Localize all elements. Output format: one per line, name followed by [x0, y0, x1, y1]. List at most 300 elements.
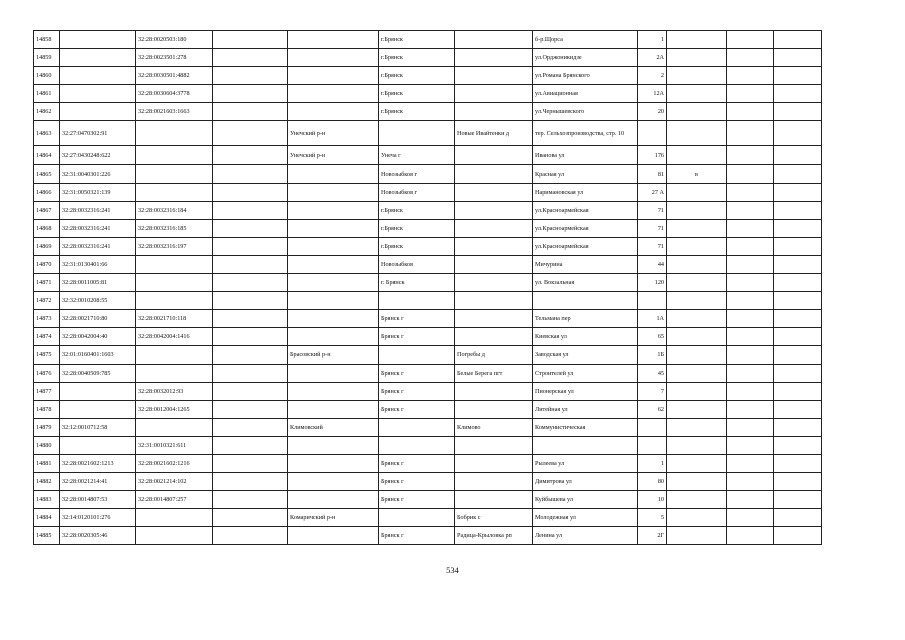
street-cell: ул. Вокзальная [533, 274, 638, 292]
table-row [34, 183, 822, 201]
locality-cell: Бобрик с [455, 509, 533, 527]
col-11-cell [727, 328, 774, 346]
col-4-cell [213, 103, 288, 121]
col-11-cell [727, 527, 774, 545]
col-12-cell [774, 400, 822, 418]
cadastral-object-cell: 32:28:0020503:180 [136, 31, 213, 49]
building-letter-cell [667, 31, 727, 49]
district-cell [288, 49, 379, 67]
city-cell: Брянск г [379, 473, 455, 491]
cadastral-parcel-cell: 32:27:0470302:91 [60, 121, 136, 146]
locality-cell [455, 201, 533, 219]
cadastral-object-cell [136, 509, 213, 527]
district-cell [288, 473, 379, 491]
col-12-cell [774, 527, 822, 545]
city-cell: г.Брянск [379, 31, 455, 49]
locality-cell: Белые Берега пгт [455, 364, 533, 382]
city-cell: Новозыбков [379, 255, 455, 273]
house-number-cell: 71 [638, 201, 667, 219]
cadastral-object-cell: 32:28:0021602:1216 [136, 454, 213, 472]
city-cell: Новозыбков г [379, 165, 455, 183]
house-number-cell: 80 [638, 473, 667, 491]
cadastral-object-cell [136, 292, 213, 310]
cadastral-parcel-cell [60, 67, 136, 85]
building-letter-cell [667, 310, 727, 328]
row-number-cell: 14864 [34, 146, 60, 165]
locality-cell [455, 292, 533, 310]
table-row [34, 237, 822, 255]
street-cell: ул.Красноармейская [533, 237, 638, 255]
house-number-cell: 10 [638, 491, 667, 509]
street-cell: Ленина ул [533, 527, 638, 545]
city-cell: Унеча г [379, 146, 455, 165]
locality-cell [455, 328, 533, 346]
cadastral-parcel-cell [60, 31, 136, 49]
col-4-cell [213, 201, 288, 219]
col-4-cell [213, 436, 288, 454]
locality-cell [455, 103, 533, 121]
col-11-cell [727, 201, 774, 219]
building-letter-cell [667, 201, 727, 219]
city-cell [379, 418, 455, 436]
building-letter-cell [667, 454, 727, 472]
col-11-cell [727, 103, 774, 121]
col-12-cell [774, 103, 822, 121]
table-row [34, 219, 822, 237]
building-letter-cell [667, 346, 727, 364]
cadastral-parcel-cell: 32:31:0040301:226 [60, 165, 136, 183]
building-letter-cell [667, 527, 727, 545]
locality-cell [455, 85, 533, 103]
building-letter-cell [667, 400, 727, 418]
locality-cell [455, 400, 533, 418]
col-4-cell [213, 165, 288, 183]
col-12-cell [774, 85, 822, 103]
table-row [34, 527, 822, 545]
district-cell [288, 165, 379, 183]
row-number-cell: 14870 [34, 255, 60, 273]
row-number-cell: 14878 [34, 400, 60, 418]
house-number-cell: 2 [638, 67, 667, 85]
cadastral-parcel-cell: 32:28:0042004:40 [60, 328, 136, 346]
col-4-cell [213, 310, 288, 328]
locality-cell [455, 491, 533, 509]
col-12-cell [774, 436, 822, 454]
locality-cell [455, 67, 533, 85]
col-4-cell [213, 292, 288, 310]
page-number: 534 [446, 565, 459, 575]
street-cell: Куйбышева ул [533, 491, 638, 509]
cadastral-object-cell: 32:28:0032012:93 [136, 382, 213, 400]
district-cell [288, 382, 379, 400]
col-12-cell [774, 454, 822, 472]
locality-cell [455, 219, 533, 237]
col-4-cell [213, 85, 288, 103]
col-12-cell [774, 121, 822, 146]
col-12-cell [774, 473, 822, 491]
col-11-cell [727, 509, 774, 527]
city-cell: Брянск г [379, 491, 455, 509]
district-cell [288, 364, 379, 382]
col-11-cell [727, 346, 774, 364]
col-11-cell [727, 418, 774, 436]
house-number-cell: 20 [638, 103, 667, 121]
building-letter-cell [667, 121, 727, 146]
row-number-cell: 14860 [34, 67, 60, 85]
district-cell [288, 310, 379, 328]
building-letter-cell [667, 85, 727, 103]
cadastral-object-cell [136, 418, 213, 436]
street-cell: Киевская ул [533, 328, 638, 346]
col-4-cell [213, 274, 288, 292]
row-number-cell: 14883 [34, 491, 60, 509]
street-cell: Иванова ул [533, 146, 638, 165]
table-row [34, 310, 822, 328]
city-cell: г.Брянск [379, 237, 455, 255]
city-cell: г.Брянск [379, 85, 455, 103]
cadastral-parcel-cell: 32:28:0021710:80 [60, 310, 136, 328]
locality-cell: Радица-Крыловка рп [455, 527, 533, 545]
col-11-cell [727, 436, 774, 454]
cadastral-object-cell [136, 183, 213, 201]
district-cell [288, 255, 379, 273]
col-4-cell [213, 49, 288, 67]
cadastral-object-cell [136, 346, 213, 364]
locality-cell [455, 382, 533, 400]
cadastral-parcel-cell: 32:28:0021214:41 [60, 473, 136, 491]
street-cell: ул.Красноармейская [533, 219, 638, 237]
cadastral-object-cell: 32:28:0012004:1265 [136, 400, 213, 418]
col-11-cell [727, 49, 774, 67]
street-cell: Заводская ул [533, 346, 638, 364]
cadastral-parcel-cell: 32:31:0130401:66 [60, 255, 136, 273]
col-4-cell [213, 400, 288, 418]
building-letter-cell [667, 328, 727, 346]
col-12-cell [774, 509, 822, 527]
col-4-cell [213, 328, 288, 346]
building-letter-cell [667, 364, 727, 382]
street-cell: Наримановская ул [533, 183, 638, 201]
street-cell: б-р.Щорса [533, 31, 638, 49]
cadastral-parcel-cell: 32:28:0040509:785 [60, 364, 136, 382]
city-cell: Новозыбков г [379, 183, 455, 201]
cadastral-object-cell: 32:28:0021214:102 [136, 473, 213, 491]
row-number-cell: 14880 [34, 436, 60, 454]
district-cell [288, 201, 379, 219]
district-cell [288, 219, 379, 237]
building-letter-cell [667, 473, 727, 491]
street-cell: тер. Сельхозпроизводства, стр. 10 [533, 121, 638, 146]
table-row [34, 491, 822, 509]
col-11-cell [727, 364, 774, 382]
row-number-cell: 14872 [34, 292, 60, 310]
col-12-cell [774, 328, 822, 346]
row-number-cell: 14876 [34, 364, 60, 382]
locality-cell: Новые Ивайтенки д [455, 121, 533, 146]
cadastral-object-cell [136, 146, 213, 165]
col-12-cell [774, 165, 822, 183]
city-cell: г. Брянск [379, 274, 455, 292]
cadastral-object-cell: 32:28:0021710:118 [136, 310, 213, 328]
cadastral-object-cell [136, 255, 213, 273]
col-12-cell [774, 382, 822, 400]
col-4-cell [213, 527, 288, 545]
table-row [34, 201, 822, 219]
street-cell: Красная ул [533, 165, 638, 183]
col-4-cell [213, 364, 288, 382]
street-cell [533, 292, 638, 310]
col-11-cell [727, 219, 774, 237]
district-cell [288, 328, 379, 346]
row-number-cell: 14873 [34, 310, 60, 328]
city-cell: г.Брянск [379, 67, 455, 85]
street-cell: ул.Романа Брянского [533, 67, 638, 85]
house-number-cell: 62 [638, 400, 667, 418]
cadastral-object-cell: 32:28:0032316:197 [136, 237, 213, 255]
city-cell [379, 436, 455, 454]
row-number-cell: 14862 [34, 103, 60, 121]
building-letter-cell: в [667, 165, 727, 183]
cadastral-object-cell: 32:28:0030604:3778 [136, 85, 213, 103]
district-cell: Унечский р-н [288, 146, 379, 165]
cadastral-parcel-cell: 32:28:0020305:46 [60, 527, 136, 545]
house-number-cell: 176 [638, 146, 667, 165]
cadastral-parcel-cell: 32:28:0032316:241 [60, 219, 136, 237]
col-4-cell [213, 183, 288, 201]
district-cell [288, 292, 379, 310]
city-cell: г.Брянск [379, 103, 455, 121]
street-cell: ул.Орджоникидзе [533, 49, 638, 67]
table-row [34, 364, 822, 382]
row-number-cell: 14874 [34, 328, 60, 346]
table-row [34, 436, 822, 454]
table-row [34, 346, 822, 364]
col-11-cell [727, 165, 774, 183]
col-11-cell [727, 400, 774, 418]
col-12-cell [774, 219, 822, 237]
col-4-cell [213, 346, 288, 364]
district-cell [288, 85, 379, 103]
col-11-cell [727, 255, 774, 273]
house-number-cell: 27 А [638, 183, 667, 201]
row-number-cell: 14879 [34, 418, 60, 436]
house-number-cell: 1 [638, 31, 667, 49]
cadastral-parcel-cell [60, 103, 136, 121]
col-4-cell [213, 454, 288, 472]
building-letter-cell [667, 255, 727, 273]
district-cell: Комаричский р-н [288, 509, 379, 527]
city-cell: Брянск г [379, 364, 455, 382]
district-cell [288, 491, 379, 509]
table-row [34, 418, 822, 436]
col-12-cell [774, 274, 822, 292]
col-12-cell [774, 49, 822, 67]
building-letter-cell [667, 292, 727, 310]
row-number-cell: 14881 [34, 454, 60, 472]
district-cell [288, 31, 379, 49]
cadastral-parcel-cell: 32:31:0050321:139 [60, 183, 136, 201]
building-letter-cell [667, 67, 727, 85]
col-11-cell [727, 237, 774, 255]
col-12-cell [774, 346, 822, 364]
table-row [34, 67, 822, 85]
cadastral-parcel-cell: 32:12:0010712:58 [60, 418, 136, 436]
cadastral-object-cell: 32:28:0032316:184 [136, 201, 213, 219]
city-cell: Брянск г [379, 400, 455, 418]
cadastral-object-cell: 32:28:0032316:185 [136, 219, 213, 237]
district-cell: Климовский [288, 418, 379, 436]
cadastral-object-cell: 32:28:0023501:278 [136, 49, 213, 67]
street-cell: ул.Красноармейская [533, 201, 638, 219]
locality-cell [455, 310, 533, 328]
row-number-cell: 14858 [34, 31, 60, 49]
col-11-cell [727, 183, 774, 201]
cadastral-object-cell: 32:28:0042004:1416 [136, 328, 213, 346]
house-number-cell [638, 292, 667, 310]
col-4-cell [213, 219, 288, 237]
house-number-cell: 71 [638, 219, 667, 237]
col-4-cell [213, 418, 288, 436]
district-cell [288, 237, 379, 255]
house-number-cell: 5 [638, 509, 667, 527]
street-cell: Строителей ул [533, 364, 638, 382]
col-11-cell [727, 310, 774, 328]
property-register-table [33, 30, 822, 545]
col-4-cell [213, 146, 288, 165]
house-number-cell: 81 [638, 165, 667, 183]
cadastral-object-cell [136, 274, 213, 292]
house-number-cell [638, 418, 667, 436]
row-number-cell: 14869 [34, 237, 60, 255]
cadastral-parcel-cell: 32:14:0120101:276 [60, 509, 136, 527]
col-12-cell [774, 292, 822, 310]
col-11-cell [727, 85, 774, 103]
table-row [34, 85, 822, 103]
table-row [34, 473, 822, 491]
city-cell [379, 292, 455, 310]
house-number-cell: 65 [638, 328, 667, 346]
row-number-cell: 14877 [34, 382, 60, 400]
locality-cell: Климово [455, 418, 533, 436]
city-cell: Брянск г [379, 454, 455, 472]
col-11-cell [727, 31, 774, 49]
district-cell [288, 183, 379, 201]
district-cell [288, 454, 379, 472]
street-cell: ул.Чернышевского [533, 103, 638, 121]
city-cell [379, 121, 455, 146]
cadastral-parcel-cell: 32:28:0032316:241 [60, 201, 136, 219]
cadastral-parcel-cell: 32:32:0010208:55 [60, 292, 136, 310]
row-number-cell: 14875 [34, 346, 60, 364]
table-body [34, 31, 822, 545]
building-letter-cell [667, 436, 727, 454]
table-row [34, 31, 822, 49]
house-number-cell: 1А [638, 310, 667, 328]
table-row [34, 146, 822, 165]
city-cell: Брянск г [379, 527, 455, 545]
district-cell: Брасовский р-н [288, 346, 379, 364]
col-12-cell [774, 364, 822, 382]
cadastral-object-cell [136, 165, 213, 183]
district-cell [288, 67, 379, 85]
row-number-cell: 14871 [34, 274, 60, 292]
city-cell [379, 509, 455, 527]
cadastral-parcel-cell: 32:28:0014807:53 [60, 491, 136, 509]
cadastral-parcel-cell [60, 49, 136, 67]
col-4-cell [213, 509, 288, 527]
table-row [34, 103, 822, 121]
street-cell: Димитрова ул [533, 473, 638, 491]
col-4-cell [213, 121, 288, 146]
cadastral-object-cell: 32:28:0021603:1663 [136, 103, 213, 121]
table-row [34, 255, 822, 273]
cadastral-object-cell: 32:28:0014807:257 [136, 491, 213, 509]
house-number-cell: 120 [638, 274, 667, 292]
col-12-cell [774, 146, 822, 165]
table-row [34, 165, 822, 183]
street-cell: Пионерская ул [533, 382, 638, 400]
city-cell: г.Брянск [379, 219, 455, 237]
col-12-cell [774, 255, 822, 273]
house-number-cell: 7 [638, 382, 667, 400]
city-cell [379, 346, 455, 364]
col-4-cell [213, 67, 288, 85]
col-4-cell [213, 237, 288, 255]
cadastral-object-cell: 32:31:0010321:611 [136, 436, 213, 454]
locality-cell: Погребы д [455, 346, 533, 364]
col-4-cell [213, 255, 288, 273]
district-cell [288, 103, 379, 121]
locality-cell [455, 183, 533, 201]
building-letter-cell [667, 274, 727, 292]
row-number-cell: 14863 [34, 121, 60, 146]
table-row [34, 328, 822, 346]
col-11-cell [727, 121, 774, 146]
city-cell: г.Брянск [379, 49, 455, 67]
locality-cell [455, 436, 533, 454]
locality-cell [455, 146, 533, 165]
col-11-cell [727, 454, 774, 472]
building-letter-cell [667, 491, 727, 509]
locality-cell [455, 473, 533, 491]
cadastral-object-cell [136, 527, 213, 545]
table-row [34, 509, 822, 527]
house-number-cell: 71 [638, 237, 667, 255]
col-4-cell [213, 31, 288, 49]
col-12-cell [774, 31, 822, 49]
cadastral-parcel-cell: 32:28:0032316:241 [60, 237, 136, 255]
row-number-cell: 14859 [34, 49, 60, 67]
street-cell: Тельмана пер [533, 310, 638, 328]
table-row [34, 49, 822, 67]
cadastral-parcel-cell: 32:28:0011005:81 [60, 274, 136, 292]
row-number-cell: 14884 [34, 509, 60, 527]
district-cell [288, 527, 379, 545]
locality-cell [455, 274, 533, 292]
building-letter-cell [667, 219, 727, 237]
locality-cell [455, 255, 533, 273]
cadastral-parcel-cell: 32:01:0160401:1603 [60, 346, 136, 364]
building-letter-cell [667, 49, 727, 67]
col-12-cell [774, 67, 822, 85]
building-letter-cell [667, 146, 727, 165]
col-11-cell [727, 67, 774, 85]
building-letter-cell [667, 382, 727, 400]
table-row [34, 292, 822, 310]
cadastral-parcel-cell [60, 400, 136, 418]
cadastral-parcel-cell [60, 436, 136, 454]
cadastral-parcel-cell: 32:27:0430248:622 [60, 146, 136, 165]
